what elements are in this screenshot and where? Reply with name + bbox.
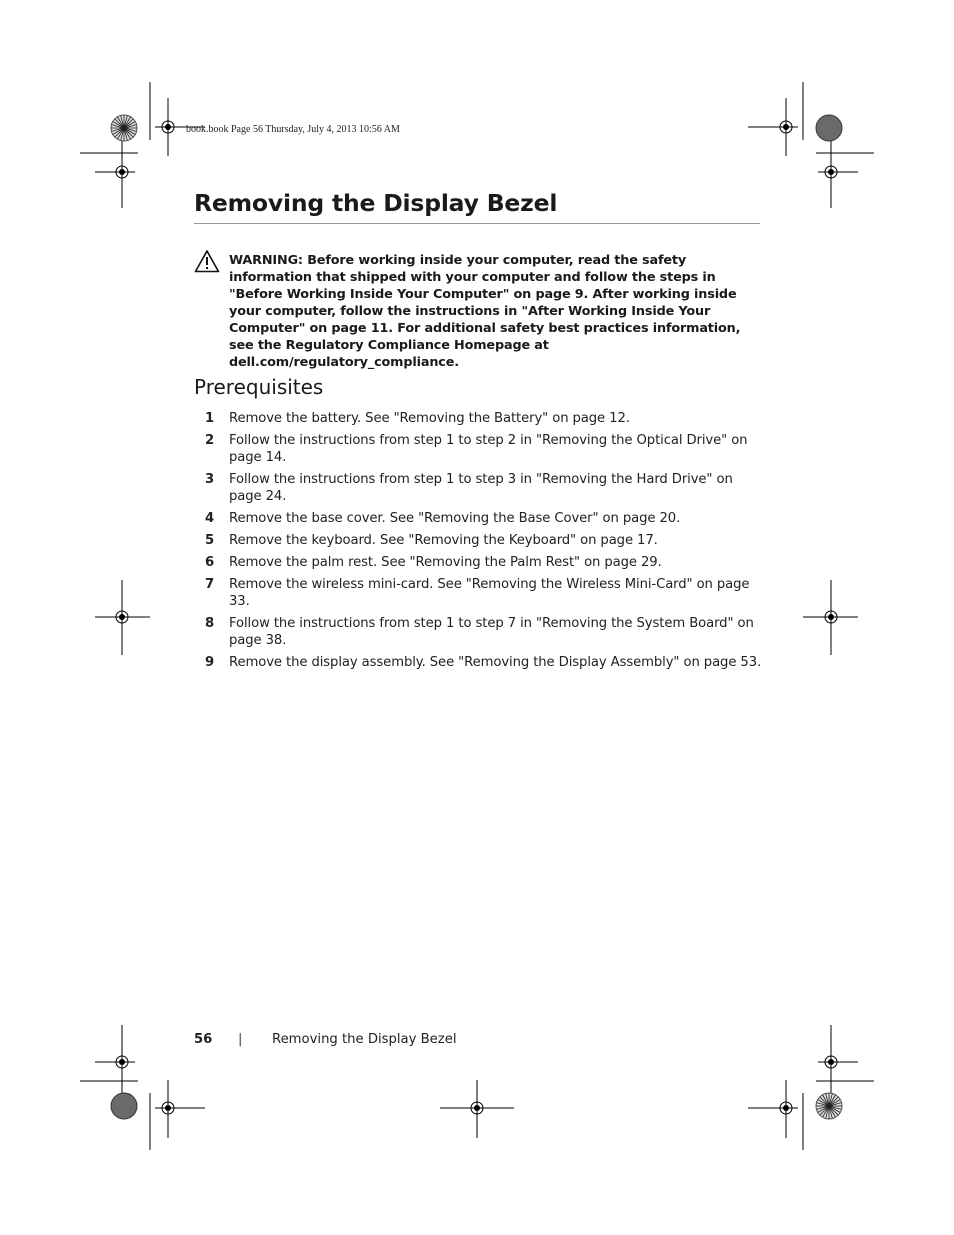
step-text: Follow the instructions from step 1 to step 2 in "Removing the Optical Drive" on page 14. xyxy=(229,433,748,465)
step-text: Remove the display assembly. See "Removing the Display Assembly" on page 53. xyxy=(229,655,762,670)
file-slug-line: book.book Page 56 Thursday, July 4, 2013 10:56 AM xyxy=(186,124,400,135)
page-number: 56 xyxy=(194,1032,213,1047)
step-text: Follow the instructions from step 1 to step 7 in "Removing the System Board" on page 38. xyxy=(229,616,754,648)
step-text: Remove the base cover. See "Removing the Base Cover" on page 20. xyxy=(229,511,681,526)
footer-separator: | xyxy=(238,1032,243,1047)
step-number: 9 xyxy=(205,655,215,670)
list-item xyxy=(194,532,764,549)
list-item xyxy=(194,615,764,649)
list-item xyxy=(194,554,764,571)
list-item xyxy=(194,471,764,505)
step-number: 8 xyxy=(205,616,215,631)
list-item xyxy=(194,654,764,671)
list-item xyxy=(194,510,764,527)
step-text: Remove the keyboard. See "Removing the Keyboard" on page 17. xyxy=(229,533,658,548)
step-text: Remove the battery. See "Removing the Battery" on page 12. xyxy=(229,411,630,426)
step-text: Remove the wireless mini-card. See "Removing the Wireless Mini-Card" on page 33. xyxy=(229,577,750,609)
list-item xyxy=(194,432,764,466)
warning-text: WARNING: Before working inside your computer, read the safety information that shipped with your computer and follow the steps in "Before Working Inside Your Computer" on page 9. After working inside your computer, follow the instructions in "After Working Inside Your Computer" on page 11. For additional safety best practices information, see the Regulatory Compliance Homepage at dell.com/regulatory_compliance. xyxy=(229,253,741,370)
step-number: 2 xyxy=(205,433,215,448)
step-number: 3 xyxy=(205,472,215,487)
list-item xyxy=(194,410,764,427)
page-title: Removing the Display Bezel xyxy=(194,189,558,217)
section-heading: Prerequisites xyxy=(194,375,324,399)
prerequisite-steps xyxy=(194,410,764,676)
title-rule xyxy=(194,223,760,224)
step-text: Remove the palm rest. See "Removing the Palm Rest" on page 29. xyxy=(229,555,662,570)
list-item xyxy=(194,576,764,610)
step-number: 6 xyxy=(205,555,215,570)
footer-title: Removing the Display Bezel xyxy=(272,1032,457,1047)
warning-triangle-icon xyxy=(194,249,220,273)
step-number: 4 xyxy=(205,511,215,526)
step-number: 1 xyxy=(205,411,215,426)
step-number: 5 xyxy=(205,533,215,548)
step-number: 7 xyxy=(205,577,215,592)
step-text: Follow the instructions from step 1 to step 3 in "Removing the Hard Drive" on page 24. xyxy=(229,472,733,504)
